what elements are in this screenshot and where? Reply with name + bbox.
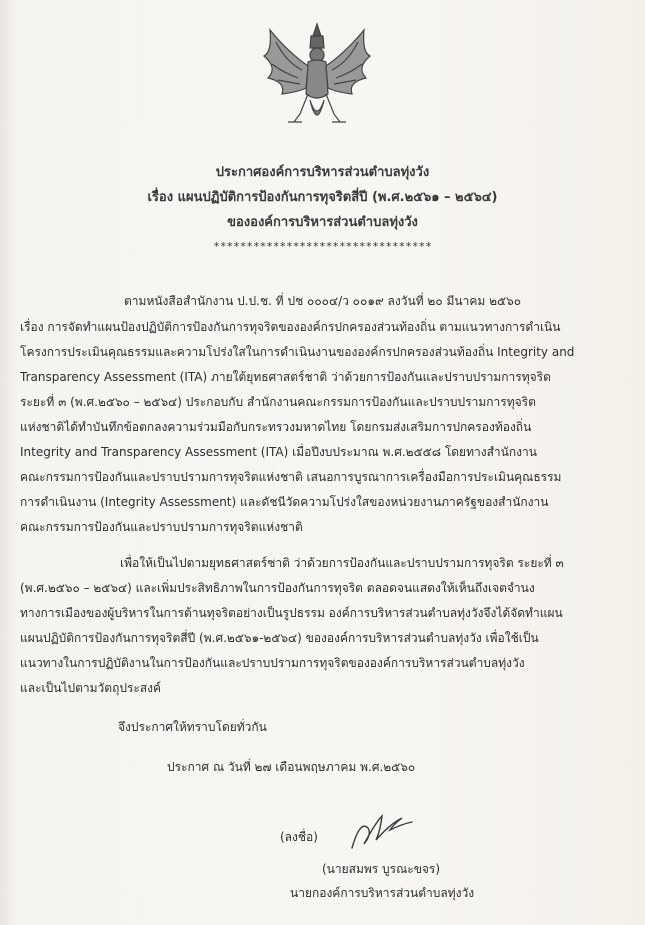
paragraph-line: ทางการเมืองของผู้บริหารในการต้านทุจริตอย่างเป็นรูปธรรม องค์การบริหารส่วนตำบลทุ่งวังจึงได้จัดทำแผน bbox=[20, 606, 563, 620]
separator-stars: ********************************* bbox=[213, 240, 432, 253]
paragraph-line: (พ.ศ.๒๕๖๐ – ๒๕๖๔) และเพิ่มประสิทธิภาพในการป้องกันการทุจริต ตลอดจนแสดงให้เห็นถึงเจตจำนง bbox=[20, 581, 535, 595]
announcement-subject: เรื่อง แผนปฏิบัติการป้องกันการทุจริตสี่ปี (พ.ศ.๒๕๖๑ – ๒๕๖๔) bbox=[147, 190, 498, 205]
paragraph-line: แผนปฏิบัติการป้องกันการทุจริตสี่ปี (พ.ศ.๒๕๖๑-๒๕๖๔) ขององค์การบริหารส่วนตำบลทุ่งวัง เพื่อใช้เป็น bbox=[20, 631, 539, 645]
paragraph-line: เพื่อให้เป็นไปตามยุทธศาสตร์ชาติ ว่าด้วยการป้องกันและปราบปรามการทุจริต ระยะที่ ๓ bbox=[120, 556, 564, 570]
signature-label: (ลงชื่อ) bbox=[280, 830, 318, 844]
handwritten-signature-icon bbox=[346, 810, 416, 856]
paragraph-line: ระยะที่ ๓ (พ.ศ.๒๕๖๐ – ๒๕๖๔) ประกอบกับ สำนักงานคณะกรรมการป้องกันและปราบปรามการทุจริต bbox=[20, 395, 536, 409]
announce-line: จึงประกาศให้ทราบโดยทั่วกัน bbox=[118, 720, 267, 734]
paragraph-line: คณะกรรมการป้องกันและปราบปรามการทุจริตแห่งชาติ เสนอการบูรณาการเครื่องมือการประเมินคุณธรรม bbox=[20, 470, 562, 484]
signer-name: (นายสมพร บูรณะขจร) bbox=[322, 862, 441, 876]
paragraph-line: ตามหนังสือสำนักงาน ป.ป.ช. ที่ ปช ๐๐๐๔/ว ๐๐๑๙ ลงวันที่ ๒๐ มีนาคม ๒๕๖๐ bbox=[124, 294, 522, 308]
paragraph-line: Transparency Assessment (ITA) ภายใต้ยุทธศาสตร์ชาติ ว่าด้วยการป้องกันและปราบปรามการทุจริต bbox=[20, 370, 551, 384]
signer-position: นายกองค์การบริหารส่วนตำบลทุ่งวัง bbox=[290, 886, 475, 900]
paragraph-line: เรื่อง การจัดทำแผนป้องปฏิบัติการป้องกันการทุจริตขององค์กรปกครองส่วนท้องถิ่น ตามแนวทางการดำเนิน bbox=[20, 320, 561, 334]
paragraph-line: และเป็นไปตามวัตถุประสงค์ bbox=[20, 681, 162, 695]
paragraph-line: แห่งชาติได้ทำบันทึกข้อตกลงความร่วมมือกับกระทรวงมหาดไทย โดยกรมส่งเสริมการปกครองท้องถิ่น bbox=[20, 420, 532, 434]
announcement-title: ประกาศองค์การบริหารส่วนตำบลทุ่งวัง bbox=[215, 165, 430, 180]
paragraph-line: คณะกรรมการป้องกันและปราบปรามการทุจริตแห่งชาติ bbox=[20, 520, 303, 534]
garuda-emblem-icon bbox=[258, 22, 376, 130]
paragraph-line: โครงการประเมินคุณธรรมและความโปร่งใสในการดำเนินงานขององค์กรปกครองส่วนท้องถิ่น Integrity and bbox=[20, 345, 575, 359]
paragraph-line: Integrity and Transparency Assessment (ITA) เมื่อปีงบประมาณ พ.ศ.๒๕๕๘ โดยทางสำนักงาน bbox=[20, 445, 537, 459]
date-line: ประกาศ ณ วันที่ ๒๗ เดือนพฤษภาคม พ.ศ.๒๕๖๐ bbox=[167, 760, 416, 774]
paragraph-line: การดำเนินงาน (Integrity Assessment) และดัชนีวัดความโปร่งใสของหน่วยงานภาครัฐของสำนักงาน bbox=[20, 495, 549, 509]
paragraph-line: แนวทางในการปฏิบัติงานในการป้องกันและปราบปรามการทุจริตขององค์การบริหารส่วนตำบลทุ่งวัง bbox=[20, 656, 525, 670]
announcement-organization: ขององค์การบริหารส่วนตำบลทุ่งวัง bbox=[227, 215, 418, 230]
